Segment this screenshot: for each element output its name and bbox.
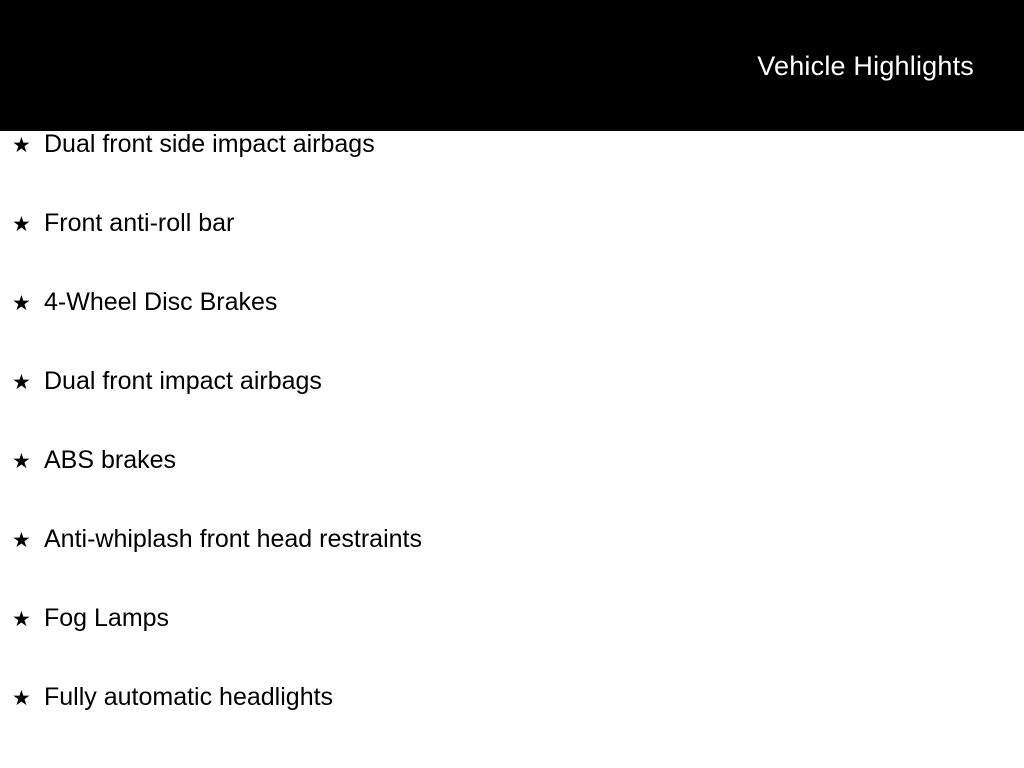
- feature-label: ABS brakes: [44, 446, 177, 474]
- list-item: [0, 605, 1024, 684]
- feature-label: Dual front impact airbags: [44, 367, 322, 395]
- page-title: Vehicle Highlights: [757, 51, 974, 81]
- star-icon: ★: [12, 529, 31, 552]
- feature-label: Front anti-roll bar: [44, 209, 235, 237]
- list-item: [0, 684, 1024, 763]
- list-item: [0, 289, 1024, 368]
- star-icon: ★: [12, 608, 31, 631]
- star-icon: ★: [12, 450, 31, 473]
- list-item: [0, 526, 1024, 605]
- star-icon: ★: [12, 213, 31, 236]
- star-icon: ★: [12, 134, 31, 157]
- feature-label: Fog Lamps: [44, 604, 170, 632]
- feature-label: Fully automatic headlights: [44, 683, 334, 711]
- list-item: [0, 447, 1024, 526]
- star-icon: ★: [12, 687, 31, 710]
- feature-label: Dual front side impact airbags: [44, 130, 375, 158]
- list-item: [0, 210, 1024, 289]
- star-icon: ★: [12, 371, 31, 394]
- list-item: [0, 368, 1024, 447]
- feature-list: [0, 131, 1024, 763]
- feature-label: Anti-whiplash front head restraints: [44, 525, 422, 553]
- header-bar: [0, 0, 1024, 131]
- list-item: [0, 131, 1024, 210]
- feature-label: 4-Wheel Disc Brakes: [44, 288, 278, 316]
- star-icon: ★: [12, 292, 31, 315]
